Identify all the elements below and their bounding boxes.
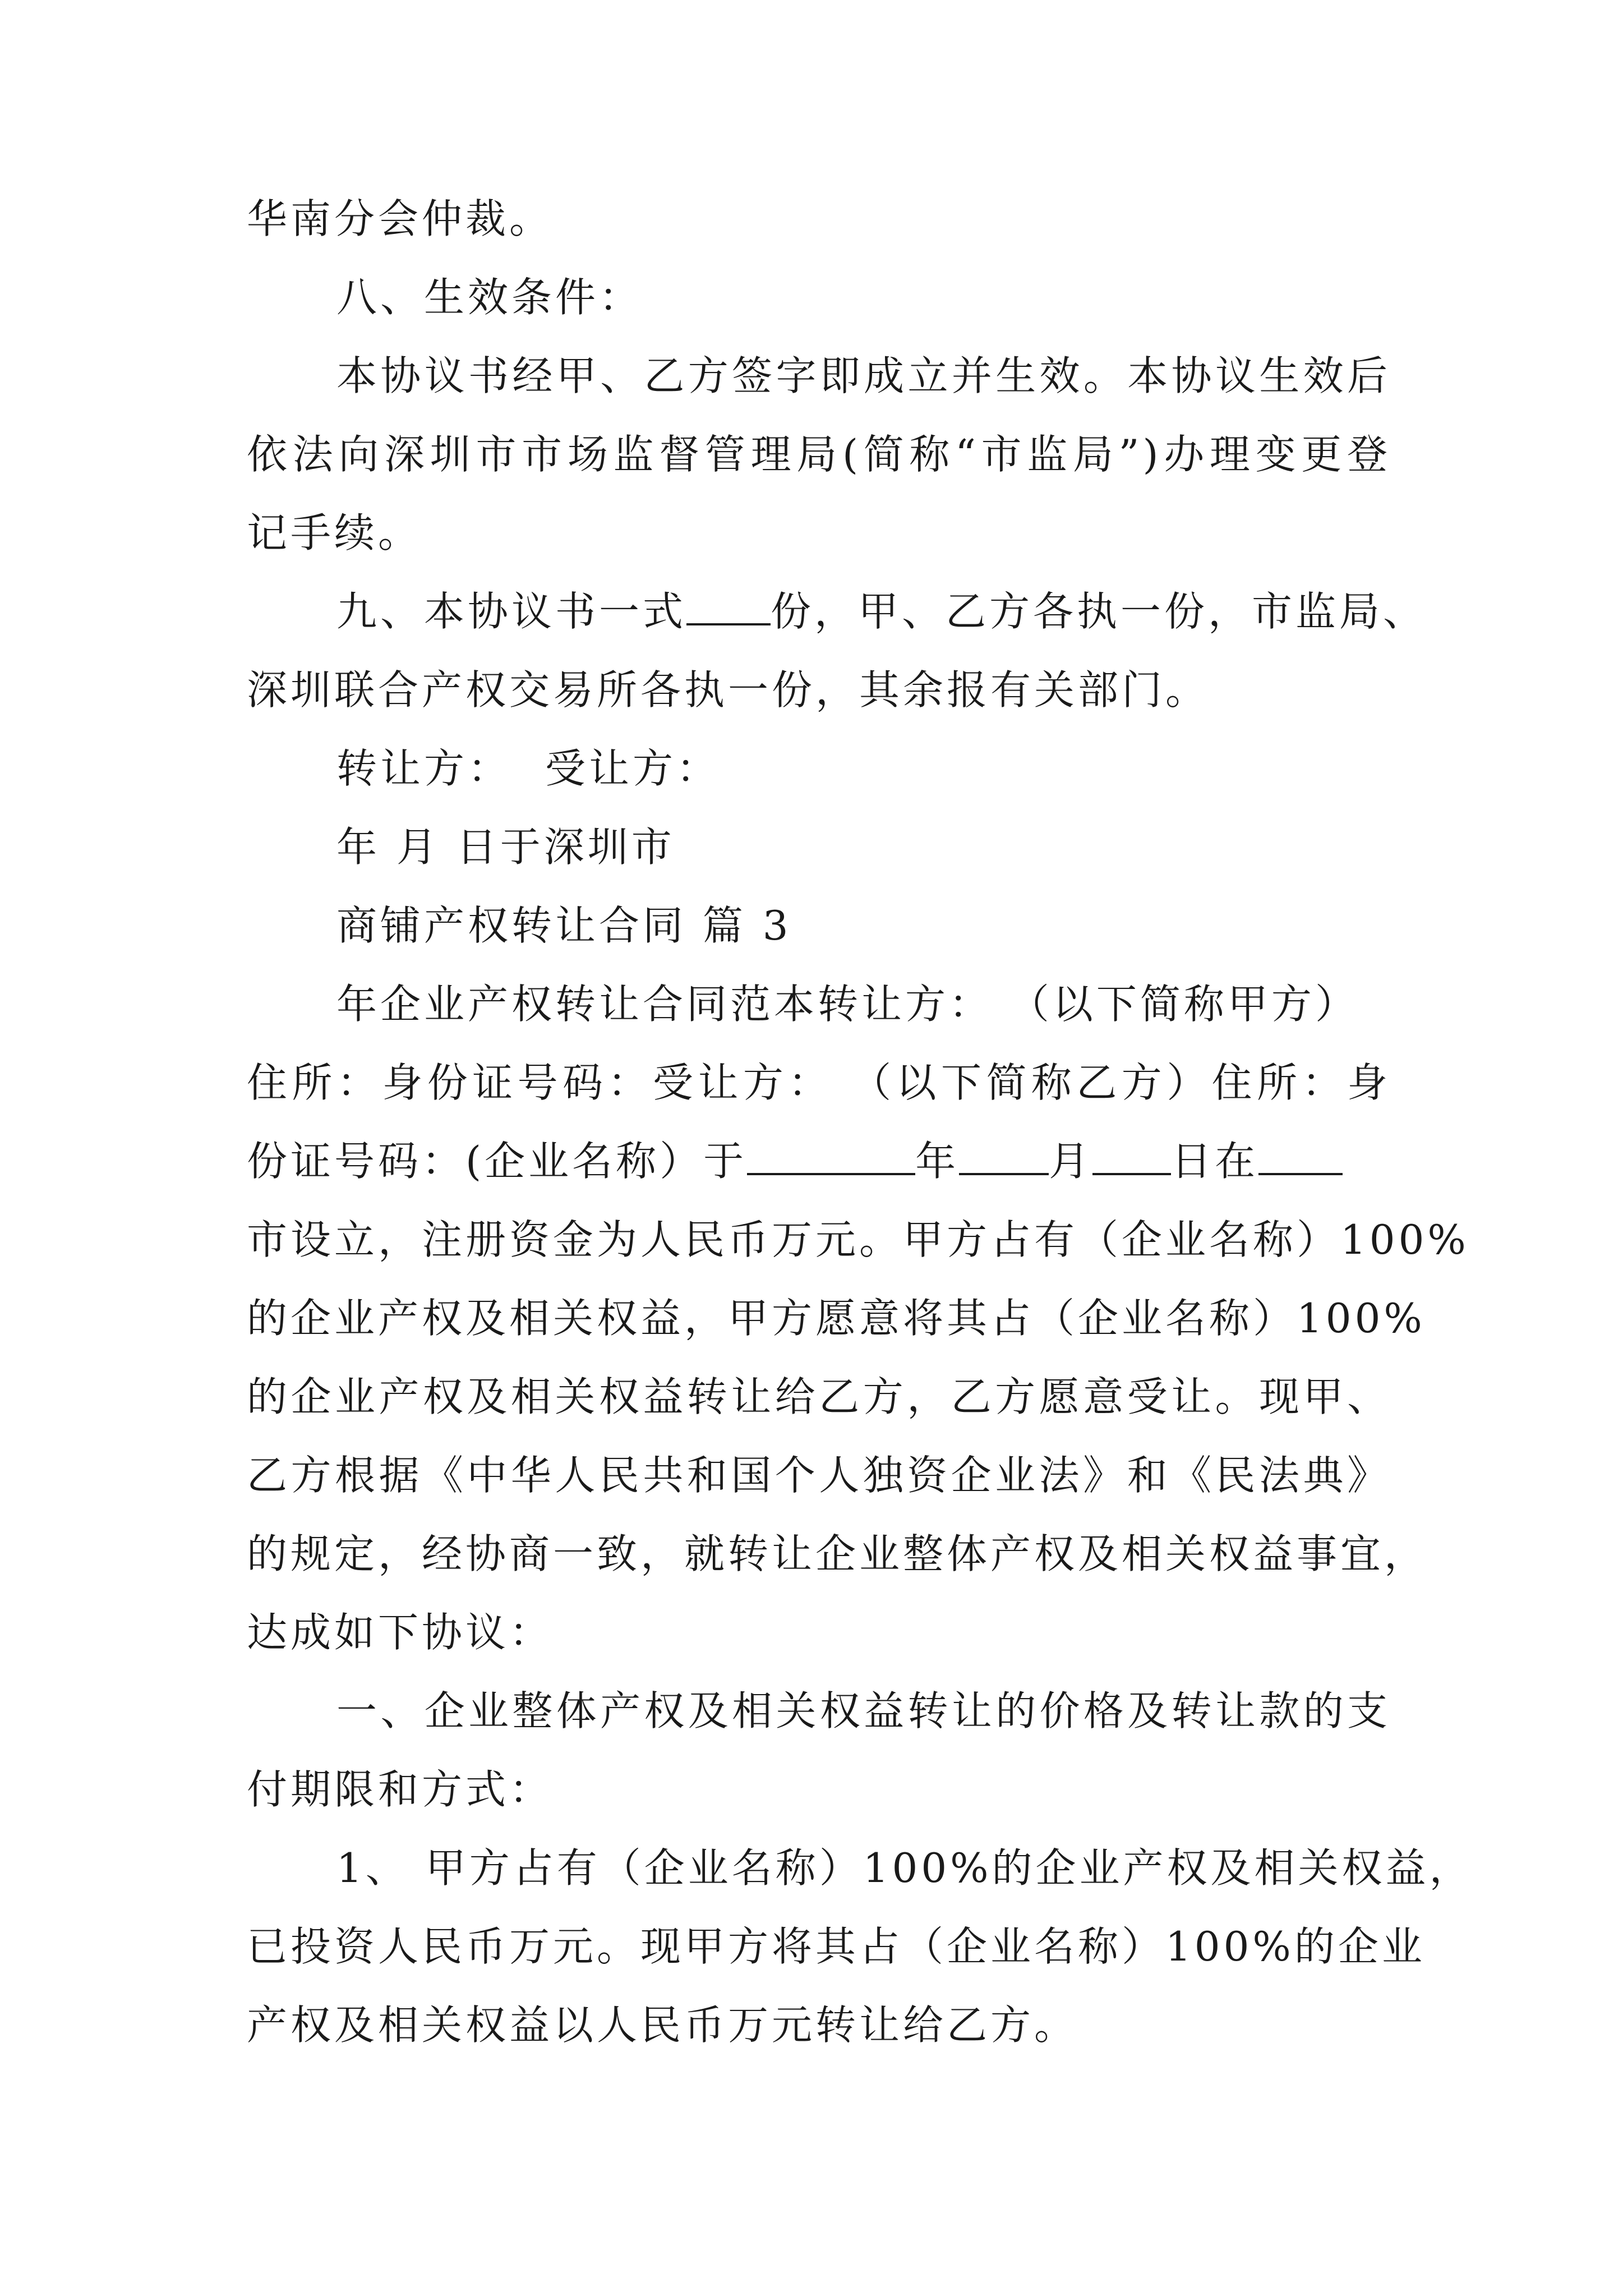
text-segment: 年 — [915, 1138, 960, 1185]
text-segment: 日在 — [1171, 1138, 1259, 1185]
text-segment: 九、本协议书一式 — [336, 588, 687, 635]
text-segment: 份证号码：(企业名称）于 — [247, 1138, 748, 1185]
text-line: 深圳联合产权交易所各执一份，其余报有关部门。 — [247, 666, 1210, 714]
section-heading: 八、生效条件： — [336, 274, 643, 321]
text-segment: 份，甲、乙方各执一份，市监局、 — [771, 588, 1427, 635]
text-segment: 月 — [1049, 1138, 1093, 1185]
text-line — [247, 1122, 1391, 1200]
fill-blank — [1258, 1136, 1343, 1175]
fill-blank — [959, 1136, 1049, 1175]
section-title: 商铺产权转让合同 篇 3 — [336, 902, 792, 949]
text-line: 乙方根据《中华人民共和国个人独资企业法》和《民法典》 — [247, 1452, 1391, 1499]
fill-blank — [747, 1136, 915, 1175]
text-line: 住所：身份证号码：受让方： （以下简称乙方）住所：身 — [247, 1059, 1391, 1106]
text-line: 市设立，注册资金为人民币万元。甲方占有（企业名称）100% — [247, 1216, 1469, 1263]
text-line: 1、 甲方占有（企业名称）100%的企业产权及相关权益， — [336, 1844, 1473, 1892]
section-heading: 一、企业整体产权及相关权益转让的价格及转让款的支 — [336, 1687, 1391, 1734]
text-line: 的企业产权及相关权益转让给乙方，乙方愿意受让。现甲、 — [247, 1373, 1391, 1420]
text-line: 依法向深圳市市场监督管理局(简称“市监局”)办理变更登 — [247, 431, 1391, 478]
signature-line — [336, 729, 1391, 808]
text-line: 的规定，经协商一致，就转让企业整体产权及相关权益事宜， — [247, 1530, 1428, 1577]
text-line: 产权及相关权益以人民币万元转让给乙方。 — [247, 2001, 1078, 2049]
text-line: 华南分会仲裁。 — [247, 195, 554, 242]
text-line: 达成如下协议： — [247, 1609, 554, 1656]
text-line: 已投资人民币万元。现甲方将其占（企业名称）100%的企业 — [247, 1923, 1426, 1970]
text-line: 年企业产权转让合同范本转让方： （以下简称甲方） — [336, 981, 1359, 1028]
text-line: 付期限和方式： — [247, 1766, 554, 1813]
transferor-label: 转让方： — [336, 745, 512, 792]
fill-blank — [1092, 1136, 1171, 1175]
date-line: 年 月 日于深圳市 — [336, 823, 675, 871]
text-line: 本协议书经甲、乙方签字即成立并生效。本协议生效后 — [336, 352, 1391, 399]
text-line — [336, 572, 1427, 651]
transferee-label: 受让方： — [545, 745, 721, 792]
fill-blank — [686, 586, 771, 625]
text-line: 的企业产权及相关权益，甲方愿意将其占（企业名称）100% — [247, 1295, 1426, 1342]
text-line: 记手续。 — [247, 509, 422, 556]
